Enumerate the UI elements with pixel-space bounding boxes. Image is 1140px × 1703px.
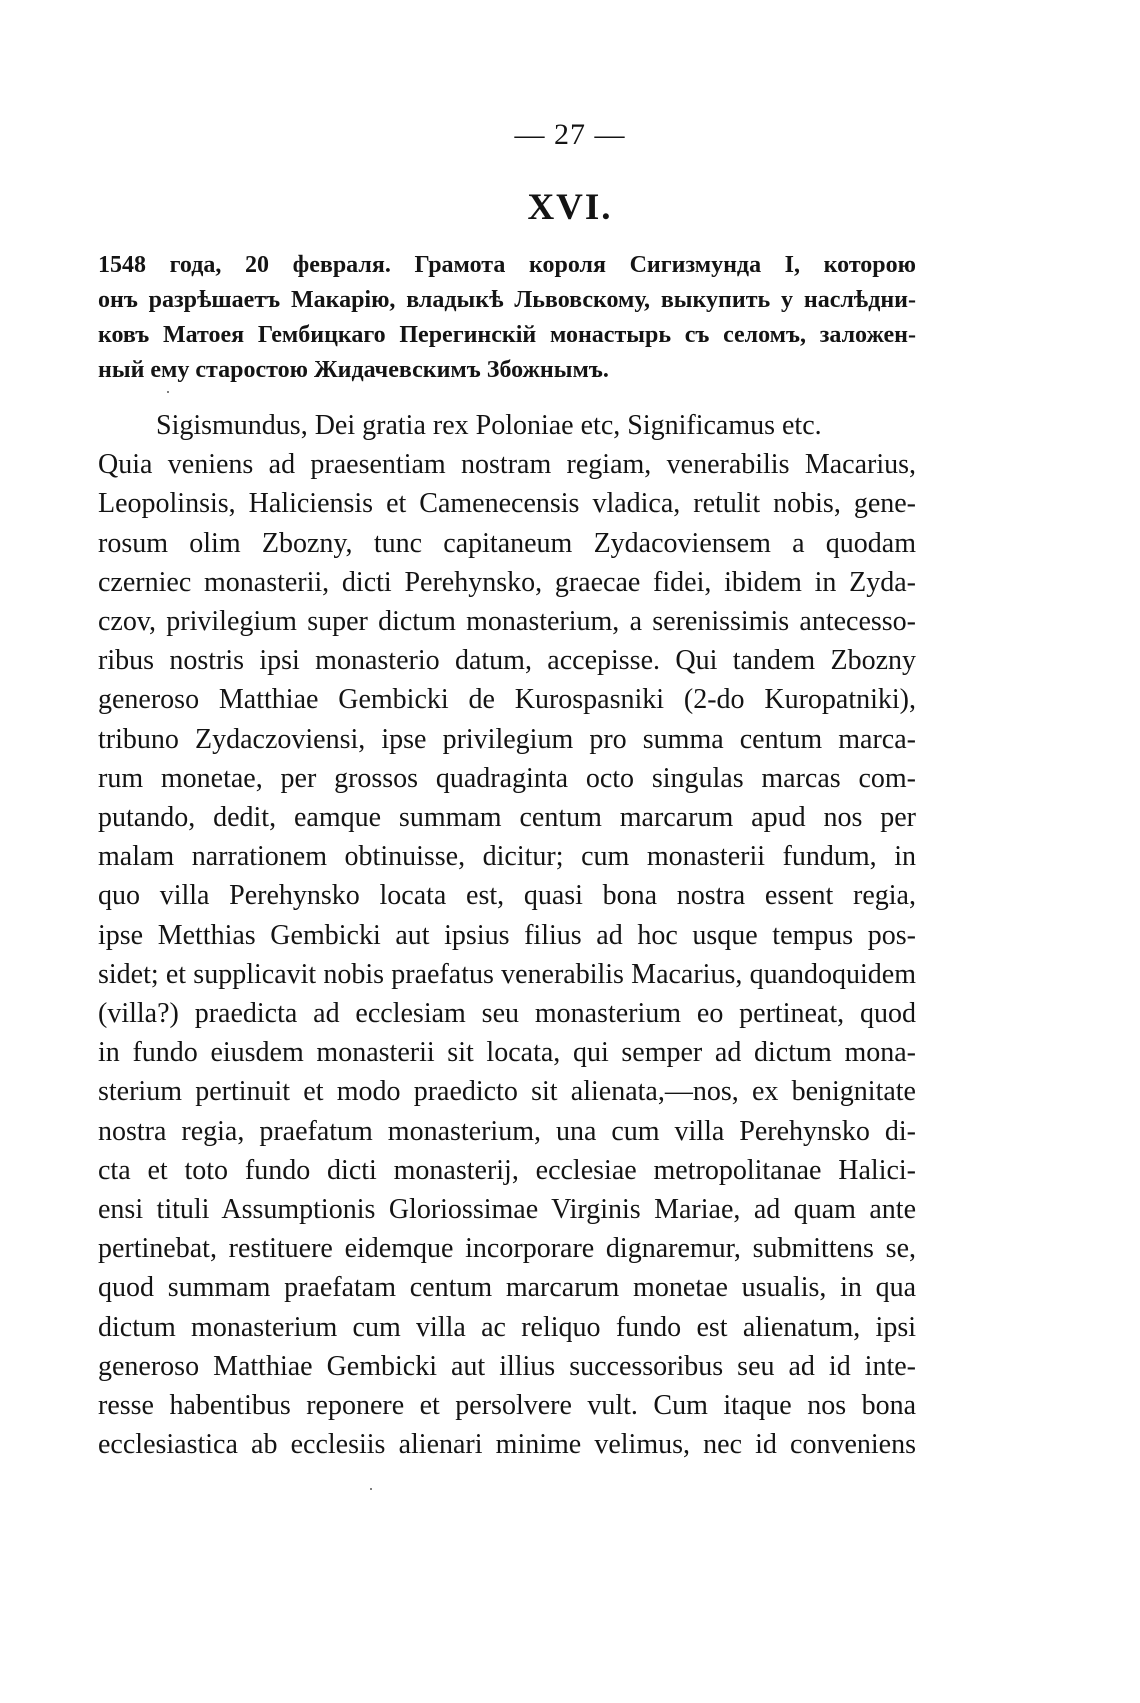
page-number: — 27 — <box>514 118 626 151</box>
body-line: dictum monasterium cum villa ac reliquo fundo est alienatum, ipsi <box>98 1311 916 1343</box>
section-title: XVI. <box>527 187 613 228</box>
body-line: putando, dedit, eamque summam centum marcarum apud nos per <box>98 802 916 834</box>
body-line: ribus nostris ipsi monasterio datum, accepisse. Qui tandem Zbozny <box>98 645 916 677</box>
body-line: pertinebat, restituere eidemque incorporare dignaremur, submittens se, <box>98 1233 916 1265</box>
body-line: Sigismundus, Dei gratia rex Poloniae etc, Significamus etc. <box>156 410 822 441</box>
document-summary <box>98 248 916 388</box>
charter-text <box>98 406 916 1464</box>
body-line: sterium pertinuit et modo praedicto sit alienata,—nos, ex benignitate <box>98 1076 916 1108</box>
body-line: malam narrationem obtinuisse, dicitur; cum monasterii fundum, in <box>98 841 916 873</box>
body-line: rosum olim Zbozny, tunc capitaneum Zydacoviensem a quodam <box>98 527 916 559</box>
print-speck <box>167 391 169 393</box>
body-line: ipse Metthias Gembicki aut ipsius filius ad hoc usque tempus pos- <box>98 919 916 951</box>
body-line: Leopolinsis, Haliciensis et Camenecensis vladica, retulit nobis, gene- <box>98 488 916 520</box>
body-line: quo villa Perehynsko locata est, quasi bona nostra essent regia, <box>98 880 916 912</box>
body-line: nostra regia, praefatum monasterium, una cum villa Perehynsko di- <box>98 1115 916 1147</box>
body-line: ensi tituli Assumptionis Gloriossimae Virginis Mariae, ad quam ante <box>98 1194 916 1226</box>
body-line: cta et toto fundo dicti monasterij, ecclesiae metropolitanae Halici- <box>98 1154 916 1186</box>
body-line: rum monetae, per grossos quadraginta octo singulas marcas com- <box>98 762 916 794</box>
body-line: czov, privilegium super dictum monasterium, a serenissimis antecesso- <box>98 606 916 638</box>
summary-line: онъ разрѣшаетъ Макарію, владыкѣ Львовскому, выкупить у наслѣдни- <box>98 287 916 313</box>
body-line: (villa?) praedicta ad ecclesiam seu monasterium eo pertineat, quod <box>98 998 916 1030</box>
summary-line: ковъ Матоея Гембицкаго Перегинскій монастырь съ селомъ, заложен- <box>98 322 916 348</box>
body-line: tribuno Zydaczoviensi, ipse privilegium pro summa centum marca- <box>98 723 916 755</box>
summary-line: ный ему старостою Жидачевскимъ Збожнымъ. <box>98 357 609 383</box>
body-line: Quia veniens ad praesentiam nostram regiam, venerabilis Macarius, <box>98 449 916 481</box>
body-line: in fundo eiusdem monasterii sit locata, qui semper ad dictum mona- <box>98 1037 916 1069</box>
body-line: resse habentibus reponere et persolvere vult. Cum itaque nos bona <box>98 1390 916 1422</box>
body-line: quod summam praefatam centum marcarum monetae usualis, in qua <box>98 1272 916 1304</box>
body-line: generoso Matthiae Gembicki de Kurospasniki (2-do Kuropatniki), <box>98 684 916 716</box>
summary-line: 1548 года, 20 февраля. Грамота короля Сигизмунда I, которою <box>98 252 916 278</box>
body-line: czerniec monasterii, dicti Perehynsko, graecae fidei, ibidem in Zyda- <box>98 566 916 598</box>
body-line: sidet; et supplicavit nobis praefatus venerabilis Macarius, quandoquidem <box>98 958 916 990</box>
body-line: ecclesiastica ab ecclesiis alienari minime velimus, nec id conveniens <box>98 1429 916 1461</box>
body-line: generoso Matthiae Gembicki aut illius successoribus seu ad id inte- <box>98 1350 916 1382</box>
print-speck <box>370 1488 372 1490</box>
